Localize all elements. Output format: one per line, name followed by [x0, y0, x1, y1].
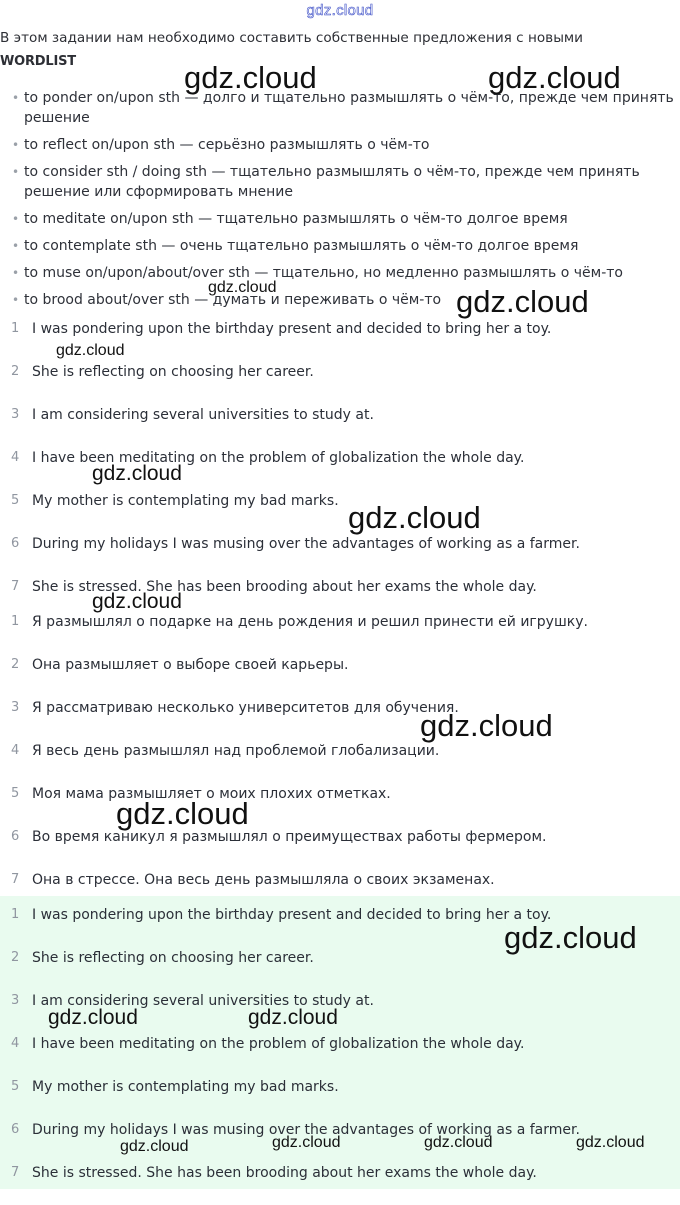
sentence-number: 3: [11, 407, 20, 422]
sentence-text: My mother is contemplating my bad marks.: [32, 493, 339, 509]
bullet-icon: •: [12, 138, 20, 152]
wordlist-item-text: to ponder on/upon sth — долго и тщательно размышлять о чём-то, прежде чем принять решение: [24, 90, 674, 126]
sentence-text: Я рассматриваю несколько университетов для обучения.: [32, 700, 459, 716]
sentence-row: [0, 697, 680, 740]
bullet-icon: •: [12, 266, 20, 280]
sentence-number: 1: [11, 321, 20, 336]
sentence-number: 6: [11, 829, 20, 844]
wordlist-item: [0, 209, 676, 229]
sentence-text: I was pondering upon the birthday present and decided to bring her a toy.: [32, 907, 552, 923]
sentence-text: I have been meditating on the problem of globalization the whole day.: [32, 1036, 525, 1052]
sentence-text: She is stressed. She has been brooding about her exams the whole day.: [32, 579, 537, 595]
sentence-row: [0, 447, 680, 490]
watermark: gdz.cloud: [248, 1006, 338, 1029]
sentence-number: 7: [11, 872, 20, 887]
sentence-number: 4: [11, 450, 20, 465]
sentence-text: I have been meditating on the problem of globalization the whole day.: [32, 450, 525, 466]
site-logo[interactable]: gdz.cloud: [306, 2, 374, 19]
sentence-row: [0, 654, 680, 697]
sentence-row: [0, 904, 680, 947]
watermark: gdz.cloud: [184, 60, 317, 95]
english-sentences: [0, 318, 680, 619]
sentence-number: 5: [11, 1079, 20, 1094]
sentence-row: [0, 1162, 680, 1205]
sentence-text: Она размышляет о выборе своей карьеры.: [32, 657, 349, 673]
bullet-icon: •: [12, 212, 20, 226]
watermark: gdz.cloud: [48, 1006, 138, 1029]
sentence-text: Я весь день размышлял над проблемой глобализации.: [32, 743, 440, 759]
sentence-text: During my holidays I was musing over the advantages of working as a farmer.: [32, 536, 580, 552]
watermark: gdz.cloud: [420, 708, 553, 743]
sentence-number: 5: [11, 786, 20, 801]
watermark: gdz.cloud: [488, 60, 621, 95]
watermark: gdz.cloud: [456, 284, 589, 319]
sentence-row: [0, 361, 680, 404]
sentence-number: 2: [11, 657, 20, 672]
sentence-text: She is reflecting on choosing her career.: [32, 364, 314, 380]
sentence-row: [0, 404, 680, 447]
watermark: gdz.cloud: [348, 500, 481, 535]
wordlist-item-text: to reflect on/upon sth — серьёзно размышлять о чём-то: [24, 137, 430, 153]
wordlist-item-text: to muse on/upon/about/over sth — тщательно, но медленно размышлять о чём-то: [24, 265, 623, 281]
sentence-number: 4: [11, 743, 20, 758]
sentence-number: 3: [11, 700, 20, 715]
sentence-text: I am considering several universities to study at.: [32, 993, 374, 1009]
watermark: gdz.cloud: [120, 1138, 189, 1155]
wordlist-item: [0, 162, 676, 202]
watermark: gdz.cloud: [56, 342, 125, 359]
sentence-number: 6: [11, 1122, 20, 1137]
sentence-row: [0, 826, 680, 869]
sentence-row: [0, 1033, 680, 1076]
bullet-icon: •: [12, 293, 20, 307]
sentence-text: Я размышлял о подарке на день рождения и решил принести ей игрушку.: [32, 614, 588, 630]
sentence-row: [0, 533, 680, 576]
wordlist-item-text: to brood about/over sth — думать и переживать о чём-то: [24, 292, 442, 308]
answer-block: [0, 896, 680, 1189]
sentence-number: 5: [11, 493, 20, 508]
sentence-row: [0, 318, 680, 361]
watermark: gdz.cloud: [504, 920, 637, 955]
sentence-number: 2: [11, 364, 20, 379]
sentence-text: I am considering several universities to study at.: [32, 407, 374, 423]
russian-sentences: [0, 611, 680, 912]
watermark: gdz.cloud: [116, 796, 249, 831]
sentence-row: [0, 611, 680, 654]
sentence-text: My mother is contemplating my bad marks.: [32, 1079, 339, 1095]
sentence-text: She is stressed. She has been brooding about her exams the whole day.: [32, 1165, 537, 1181]
sentence-text: I was pondering upon the birthday present and decided to bring her a toy.: [32, 321, 552, 337]
wordlist-item-text: to contemplate sth — очень тщательно размышлять о чём-то долгое время: [24, 238, 579, 254]
sentence-row: [0, 1119, 680, 1162]
wordlist-item-text: to meditate on/upon sth — тщательно размышлять о чём-то долгое время: [24, 211, 568, 227]
bullet-icon: •: [12, 91, 20, 105]
sentence-text: She is reflecting on choosing her career.: [32, 950, 314, 966]
wordlist-item: [0, 236, 676, 256]
bullet-icon: •: [12, 239, 20, 253]
sentence-number: 3: [11, 993, 20, 1008]
wordlist-item: [0, 135, 676, 155]
sentence-row: [0, 1076, 680, 1119]
sentence-number: 2: [11, 950, 20, 965]
sentence-row: [0, 740, 680, 783]
sentence-text: Моя мама размышляет о моих плохих отметках.: [32, 786, 391, 802]
wordlist-heading: WORDLIST: [0, 54, 76, 69]
sentence-text: Она в стрессе. Она весь день размышляла о своих экзаменах.: [32, 872, 495, 888]
sentence-row: [0, 990, 680, 1033]
wordlist: [0, 88, 676, 317]
sentence-number: 1: [11, 907, 20, 922]
sentence-number: 6: [11, 536, 20, 551]
watermark: gdz.cloud: [92, 590, 182, 613]
watermark: gdz.cloud: [272, 1134, 341, 1151]
wordlist-item-text: to consider sth / doing sth — тщательно размышлять о чём-то, прежде чем принять решение или сформировать мнение: [24, 164, 640, 200]
wordlist-item: [0, 263, 676, 283]
sentence-text: Во время каникул я размышлял о преимуществах работы фермером.: [32, 829, 547, 845]
sentence-row: [0, 947, 680, 990]
sentence-number: 7: [11, 1165, 20, 1180]
wordlist-item: [0, 290, 676, 310]
watermark: gdz.cloud: [208, 279, 277, 296]
watermark: gdz.cloud: [92, 462, 182, 485]
sentence-number: 1: [11, 614, 20, 629]
bullet-icon: •: [12, 165, 20, 179]
watermark: gdz.cloud: [424, 1134, 493, 1151]
sentence-number: 4: [11, 1036, 20, 1051]
sentence-text: During my holidays I was musing over the advantages of working as a farmer.: [32, 1122, 580, 1138]
wordlist-item: [0, 88, 676, 128]
watermark: gdz.cloud: [576, 1134, 645, 1151]
sentence-row: [0, 490, 680, 533]
task-intro: В этом задании нам необходимо составить собственные предложения с новыми: [0, 30, 584, 46]
sentence-number: 7: [11, 579, 20, 594]
sentence-row: [0, 783, 680, 826]
